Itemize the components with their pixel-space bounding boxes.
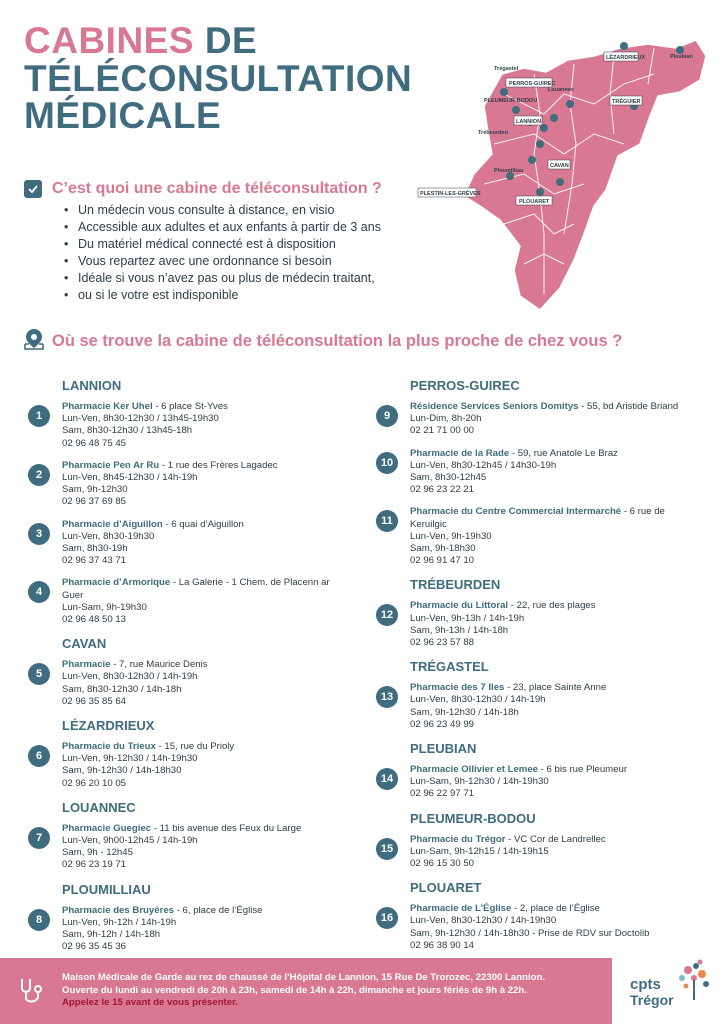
number-badge: 1	[28, 405, 50, 427]
pharmacy-entry	[28, 519, 338, 568]
pharmacy-entry	[376, 448, 686, 497]
pharmacy-address: - 15, rue du Prioly	[155, 741, 235, 753]
phone: 02 21 71 00 00	[410, 425, 475, 437]
hours-line: Lun-Ven, 9h-12h30 / 14h-19h30	[62, 753, 198, 765]
map-pin	[536, 140, 544, 148]
pharmacy-name: Pharmacie de la Rade	[410, 447, 510, 459]
map-pin	[536, 188, 544, 196]
hours-line: Lun-Ven, 8h30-12h30 / 14h-19h	[410, 694, 546, 706]
hours-line: Lun-Ven, 8h30-19h30	[62, 530, 155, 542]
city-heading: LOUANNEC	[62, 799, 136, 815]
map-pin	[556, 178, 564, 186]
pharmacy-address: - 6 rue de Keruilgic	[410, 506, 665, 530]
hours-line: Sam, 9h-13h / 14h-18h	[410, 624, 509, 636]
bullet-item: • Idéale si vous n’avez pas ou plus de médecin traitant,	[64, 270, 424, 287]
city-heading: PLEUMEUR-BODOU	[410, 810, 536, 826]
phone: 02 96 20 10 05	[62, 777, 127, 789]
right-column	[376, 376, 686, 962]
map-label: CAVAN	[550, 163, 569, 169]
footer-call: Appelez le 15 avant de vous présenter.	[62, 997, 238, 1009]
hours-line: Lun-Dim, 8h-20h	[410, 413, 482, 425]
hours-line: Sam, 9h-12h30 / 14h-18h30	[62, 765, 182, 777]
tree-icon	[679, 960, 709, 1001]
pharmacy-name: Pharmacie de L’Église	[410, 903, 512, 915]
pharmacy-address: - 6, place de l’Église	[174, 904, 263, 916]
hours-line: Sam, 9h-18h30	[410, 543, 476, 555]
number-badge: 11	[376, 510, 398, 532]
number-badge: 13	[376, 686, 398, 708]
pharmacy-entry	[28, 659, 338, 708]
map-pin	[550, 114, 558, 122]
hours-line: Sam, 8h30-12h45	[410, 472, 487, 484]
bullet-item: • Accessible aux adultes et aux enfants à partir de 3 ans	[64, 219, 424, 236]
number-badge: 6	[28, 745, 50, 767]
pharmacy-address: - 23, place Sainte Anne	[504, 682, 607, 694]
hours-line: Sam, 9h-12h / 14h-18h	[62, 929, 161, 941]
phone: 02 96 23 22 21	[410, 484, 475, 496]
footer-line1: Maison Médicale de Garde au rez de chaussé de l’Hôpital de Lannion, 15 Rue De Trorozec, 22300 Lannion.	[62, 972, 546, 984]
pharmacy-address: - 6 place St-Yves	[152, 401, 228, 412]
hours-line: Lun-Sam, 9h-12h30 / 14h-19h30	[410, 776, 549, 788]
number-badge: 8	[28, 909, 50, 931]
pharmacy-address: - 11 bis avenue des Feux du Large	[151, 822, 302, 834]
location-pin-icon	[24, 328, 44, 355]
pharmacy-name: Pharmacie des 7 Iles	[410, 682, 505, 694]
pharmacy-name: Pharmacie du Trégor	[410, 833, 506, 845]
hours-line: Lun-Ven, 9h-19h30	[410, 530, 492, 542]
city-heading: PLOUMILLIAU	[62, 881, 151, 897]
pharmacy-entry	[28, 460, 338, 509]
pharmacy-entry	[376, 834, 686, 871]
hours-line: Lun-Ven, 8h30-12h30 / 14h-19h	[62, 671, 198, 683]
city-heading: PERROS-GUIREC	[410, 378, 520, 393]
pharmacy-entry	[376, 401, 686, 438]
pharmacy-address: - 2, place de l’Église	[511, 903, 600, 915]
pharmacy-address: - 59, rue Anatole Le Braz	[509, 447, 618, 459]
map-label: Ploumilliau	[494, 168, 524, 174]
what-title: C’est quoi une cabine de téléconsultation ?	[52, 180, 382, 197]
map-label: LANNION	[516, 119, 542, 125]
pharmacy-address: - 7, rue Maurice Denis	[110, 659, 208, 671]
map-pin	[500, 88, 508, 96]
number-badge: 4	[28, 581, 50, 603]
map-pin	[566, 100, 574, 108]
map-pin	[512, 106, 520, 114]
pharmacy-entry	[28, 823, 338, 872]
pharmacy-address: - VC Cor de Landrellec	[505, 833, 606, 845]
city-heading: PLOUARET	[410, 880, 482, 896]
phone: 02 96 48 75 45	[62, 437, 127, 449]
number-badge: 15	[376, 838, 398, 860]
number-badge: 5	[28, 663, 50, 685]
pharmacy-name: Pharmacie des Bruyères	[62, 904, 174, 916]
phone: 02 96 35 45 36	[62, 941, 127, 953]
hours-line: Lun-Ven, 8h30-12h30 / 13h45-19h30	[62, 413, 219, 425]
pharmacy-entry	[28, 741, 338, 790]
what-bullets	[64, 202, 424, 304]
map-label: PLOUARET	[519, 199, 550, 205]
hours-line: Sam, 8h30-19h	[62, 543, 128, 555]
number-badge: 16	[376, 907, 398, 929]
pharmacy-name: Pharmacie Ker Uhel	[62, 401, 153, 412]
pharmacy-entry	[28, 401, 338, 450]
pharmacy-entry	[376, 600, 686, 649]
pharmacy-name: Pharmacie du Littoral	[410, 600, 509, 612]
map-pin	[620, 42, 628, 50]
phone: 02 96 38 90 14	[410, 939, 475, 951]
phone: 02 96 23 57 88	[410, 637, 475, 649]
hours-line: Sam, 9h-12h30 / 14h-18h	[410, 706, 519, 718]
cpts-logo	[626, 956, 718, 1020]
phone: 02 96 15 30 50	[410, 858, 475, 870]
footer-line2: Ouverte du lundi au vendredi de 20h à 23h, samedi de 14h à 22h, dimanche et jours fériés de 9h à 22h.	[62, 984, 527, 996]
hours-line: Sam, 9h-12h30	[62, 484, 128, 496]
map-label: LÉZARDRIEUX	[606, 55, 646, 61]
city-heading: PLEUBIAN	[410, 741, 477, 757]
pharmacy-entry	[376, 764, 686, 801]
number-badge: 2	[28, 464, 50, 486]
number-badge: 3	[28, 523, 50, 545]
where-title: Où se trouve la cabine de téléconsultation la plus proche de chez vous ?	[52, 332, 623, 350]
city-heading: LÉZARDRIEUX	[62, 718, 155, 734]
phone: 02 96 37 43 71	[62, 555, 127, 567]
title-teal: DE	[204, 20, 258, 61]
phone: 02 96 23 49 99	[410, 718, 475, 730]
pharmacy-entry	[376, 682, 686, 731]
what-section	[24, 180, 424, 304]
stethoscope-icon	[0, 976, 62, 1006]
logo-text-tregor: Trégor	[630, 992, 674, 1008]
bullet-item-cont: • ou si le votre est indisponible	[64, 287, 424, 304]
page-title	[24, 22, 412, 135]
map-territory	[464, 40, 706, 310]
pharmacy-entry	[376, 506, 686, 567]
phone: 02 96 37 69 85	[62, 496, 127, 508]
number-badge: 7	[28, 827, 50, 849]
phone: 02 96 23 19 71	[62, 859, 127, 871]
hours-line: Lun-Ven, 9h-12h / 14h-19h	[62, 916, 177, 928]
city-heading: CAVAN	[62, 636, 107, 652]
phone: 02 96 48 50 13	[62, 614, 127, 626]
map-label: TRÉGUIER	[612, 99, 641, 105]
pharmacy-name: Pharmacie Ollivier et Lemee	[410, 764, 538, 776]
left-column	[28, 376, 338, 964]
pharmacy-entry	[376, 903, 686, 952]
hours-line: Lun-Sam, 9h-12h15 / 14h-19h15	[410, 845, 549, 857]
pharmacy-entry	[28, 905, 338, 954]
pharmacy-name: Pharmacie Pen Ar Ru	[62, 459, 160, 471]
title-line2: TÉLÉCONSULTATION	[24, 57, 413, 99]
map-label: PLESTIN-LES-GRÈVES	[420, 191, 481, 197]
phone: 02 96 35 85 64	[62, 695, 127, 707]
bullet-item: • Vous repartez avec une ordonnance si besoin	[64, 253, 424, 270]
hours-line: Lun-Ven, 9h00-12h45 / 14h-19h	[62, 835, 198, 847]
city-heading: TRÉGASTEL	[410, 659, 489, 675]
pharmacy-name: Pharmacie	[62, 659, 111, 671]
map-pin	[528, 156, 536, 164]
bullet-item: • Du matériel médical connecté est à disposition	[64, 236, 424, 253]
map-pin	[676, 46, 684, 54]
hours-line: Lun-Ven, 9h-13h / 14h-19h	[410, 612, 525, 624]
city-heading: LANNION	[62, 378, 122, 393]
hours-line: Lun-Sam, 9h-19h30	[62, 601, 147, 613]
map-label: Trégastel	[494, 66, 519, 72]
region-map	[420, 34, 712, 316]
number-badge: 12	[376, 604, 398, 626]
pharmacy-address: - 22, rue des plages	[508, 600, 596, 612]
phone: 02 96 22 97 71	[410, 788, 475, 800]
pharmacy-address: - 1 rue des Frères Lagadec	[159, 459, 278, 471]
map-label: Trébeurden	[478, 130, 508, 136]
number-badge: 9	[376, 405, 398, 427]
phone: 02 96 91 47 10	[410, 555, 475, 567]
hours-line: Sam, 9h - 12h45	[62, 847, 133, 859]
map-label: PLEUMEUR-BODOU	[484, 98, 538, 104]
hours-line: Lun-Ven, 8h30-12h45 / 14h30-19h	[410, 459, 557, 471]
number-badge: 14	[376, 768, 398, 790]
pharmacy-name: Pharmacie d’Armorique	[62, 577, 171, 589]
pharmacy-name: Pharmacie Guegiec	[62, 822, 152, 834]
pharmacy-name: Pharmacie du Trieux	[62, 741, 156, 753]
pharmacy-name: Pharmacie d’Aiguillon	[62, 518, 163, 530]
pharmacy-name: Résidence Services Seniors Domitys	[410, 401, 579, 412]
map-label: Louannec	[548, 87, 574, 93]
title-pink: CABINES	[24, 20, 195, 61]
logo-text-cpts: cpts	[630, 976, 661, 993]
city-heading: TRÉBEURDEN	[410, 577, 501, 593]
number-badge: 10	[376, 452, 398, 474]
footer-banner	[0, 958, 612, 1024]
hours-line: Lun-Ven, 8h30-12h30 / 14h-19h30	[410, 915, 557, 927]
pharmacy-address: - 6 quai d’Aiguillon	[162, 518, 244, 530]
where-heading	[24, 328, 622, 355]
pharmacy-address: - 6 bis rue Pleumeur	[537, 764, 628, 776]
map-label: Pleubian	[670, 54, 693, 60]
hours-line: Lun-Ven, 8h45-12h30 / 14h-19h	[62, 472, 198, 484]
pharmacy-name: Pharmacie du Centre Commercial Intermarché	[410, 506, 622, 518]
pharmacy-entry	[28, 577, 338, 626]
bullet-item: • Un médecin vous consulte à distance, en visio	[64, 202, 424, 219]
hours-line: Sam, 8h30-12h30 / 14h-18h	[62, 683, 182, 695]
map-label: PERROS-GUIREC	[509, 81, 556, 87]
hours-line: Sam, 8h30-12h30 / 13h45-18h	[62, 425, 193, 437]
pharmacy-address: - 55, bd Aristide Briand	[578, 401, 679, 412]
check-icon	[24, 180, 42, 198]
pharmacy-address: - La Galerie - 1 Chem. de Placenn ar Guer	[62, 577, 330, 601]
hours-line: Sam, 9h-12h30 / 14h-18h30 - Prise de RDV sur Doctolib	[410, 927, 650, 939]
title-line3: MÉDICALE	[24, 95, 222, 137]
